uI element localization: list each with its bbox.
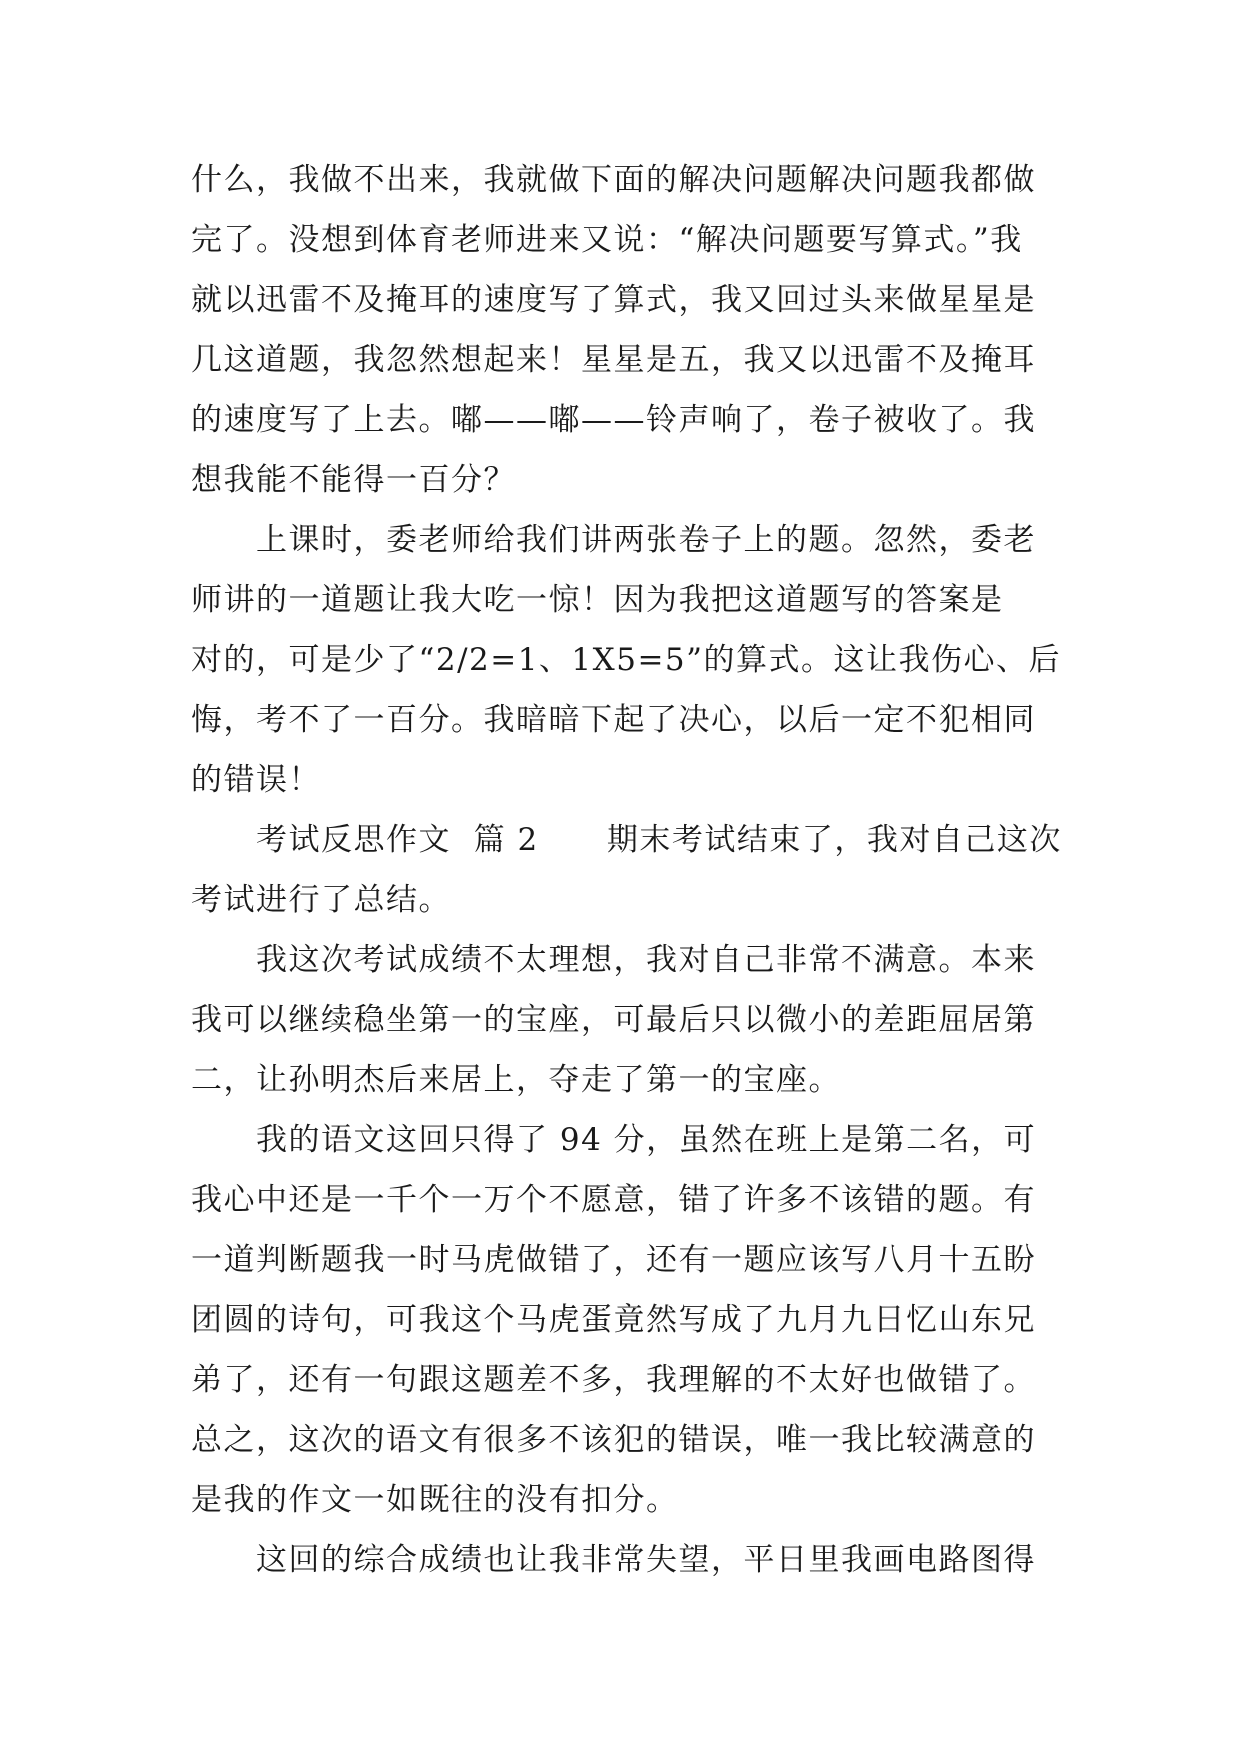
text-line: 想我能不能得一百分？ xyxy=(191,462,516,498)
paragraph-start-line: 我的语文这回只得了 94 分，虽然在班上是第二名，可 xyxy=(256,1122,1037,1158)
paragraph-start-line: 我这次考试成绩不太理想，我对自己非常不满意。本来 xyxy=(256,942,1036,978)
text-line: 师讲的一道题让我大吃一惊！因为我把这道题写的答案是 xyxy=(191,582,1004,618)
text-line: 一道判断题我一时马虎做错了，还有一题应该写八月十五盼 xyxy=(191,1242,1036,1278)
text-line: 我心中还是一千个一万个不愿意，错了许多不该错的题。有 xyxy=(191,1182,1036,1218)
text-line: 的速度写了上去。嘟——嘟——铃声响了，卷子被收了。我 xyxy=(191,402,1036,438)
text-line: 完了。没想到体育老师进来又说：“解决问题要写算式。”我 xyxy=(191,222,1023,258)
text-line: 就以迅雷不及掩耳的速度写了算式，我又回过头来做星星是 xyxy=(191,282,1036,318)
text-line: 悔，考不了一百分。我暗暗下起了决心，以后一定不犯相同 xyxy=(191,702,1036,738)
text-line: 二，让孙明杰后来居上，夺走了第一的宝座。 xyxy=(191,1062,841,1098)
text-line: 我可以继续稳坐第一的宝座，可最后只以微小的差距屈居第 xyxy=(191,1002,1036,1038)
section-heading-line: 考试反思作文 篇 2 期末考试结束了，我对自己这次 xyxy=(256,822,1062,858)
text-line: 是我的作文一如既往的没有扣分。 xyxy=(191,1482,679,1518)
text-line: 弟了，还有一句跟这题差不多，我理解的不太好也做错了。 xyxy=(191,1362,1036,1398)
text-line: 几这道题，我忽然想起来！星星是五，我又以迅雷不及掩耳 xyxy=(191,342,1036,378)
text-line: 考试进行了总结。 xyxy=(191,882,451,918)
text-line: 团圆的诗句，可我这个马虎蛋竟然写成了九月九日忆山东兄 xyxy=(191,1302,1036,1338)
text-line: 对的，可是少了“2/2=1、1X5=5”的算式。这让我伤心、后 xyxy=(191,642,1061,678)
text-line: 总之，这次的语文有很多不该犯的错误，唯一我比较满意的 xyxy=(191,1422,1036,1458)
paragraph-start-line: 上课时，委老师给我们讲两张卷子上的题。忽然，委老 xyxy=(256,522,1036,558)
text-line: 的错误！ xyxy=(191,762,321,798)
text-line: 什么，我做不出来，我就做下面的解决问题解决问题我都做 xyxy=(191,162,1036,198)
paragraph-start-line: 这回的综合成绩也让我非常失望，平日里我画电路图得 xyxy=(256,1542,1036,1578)
